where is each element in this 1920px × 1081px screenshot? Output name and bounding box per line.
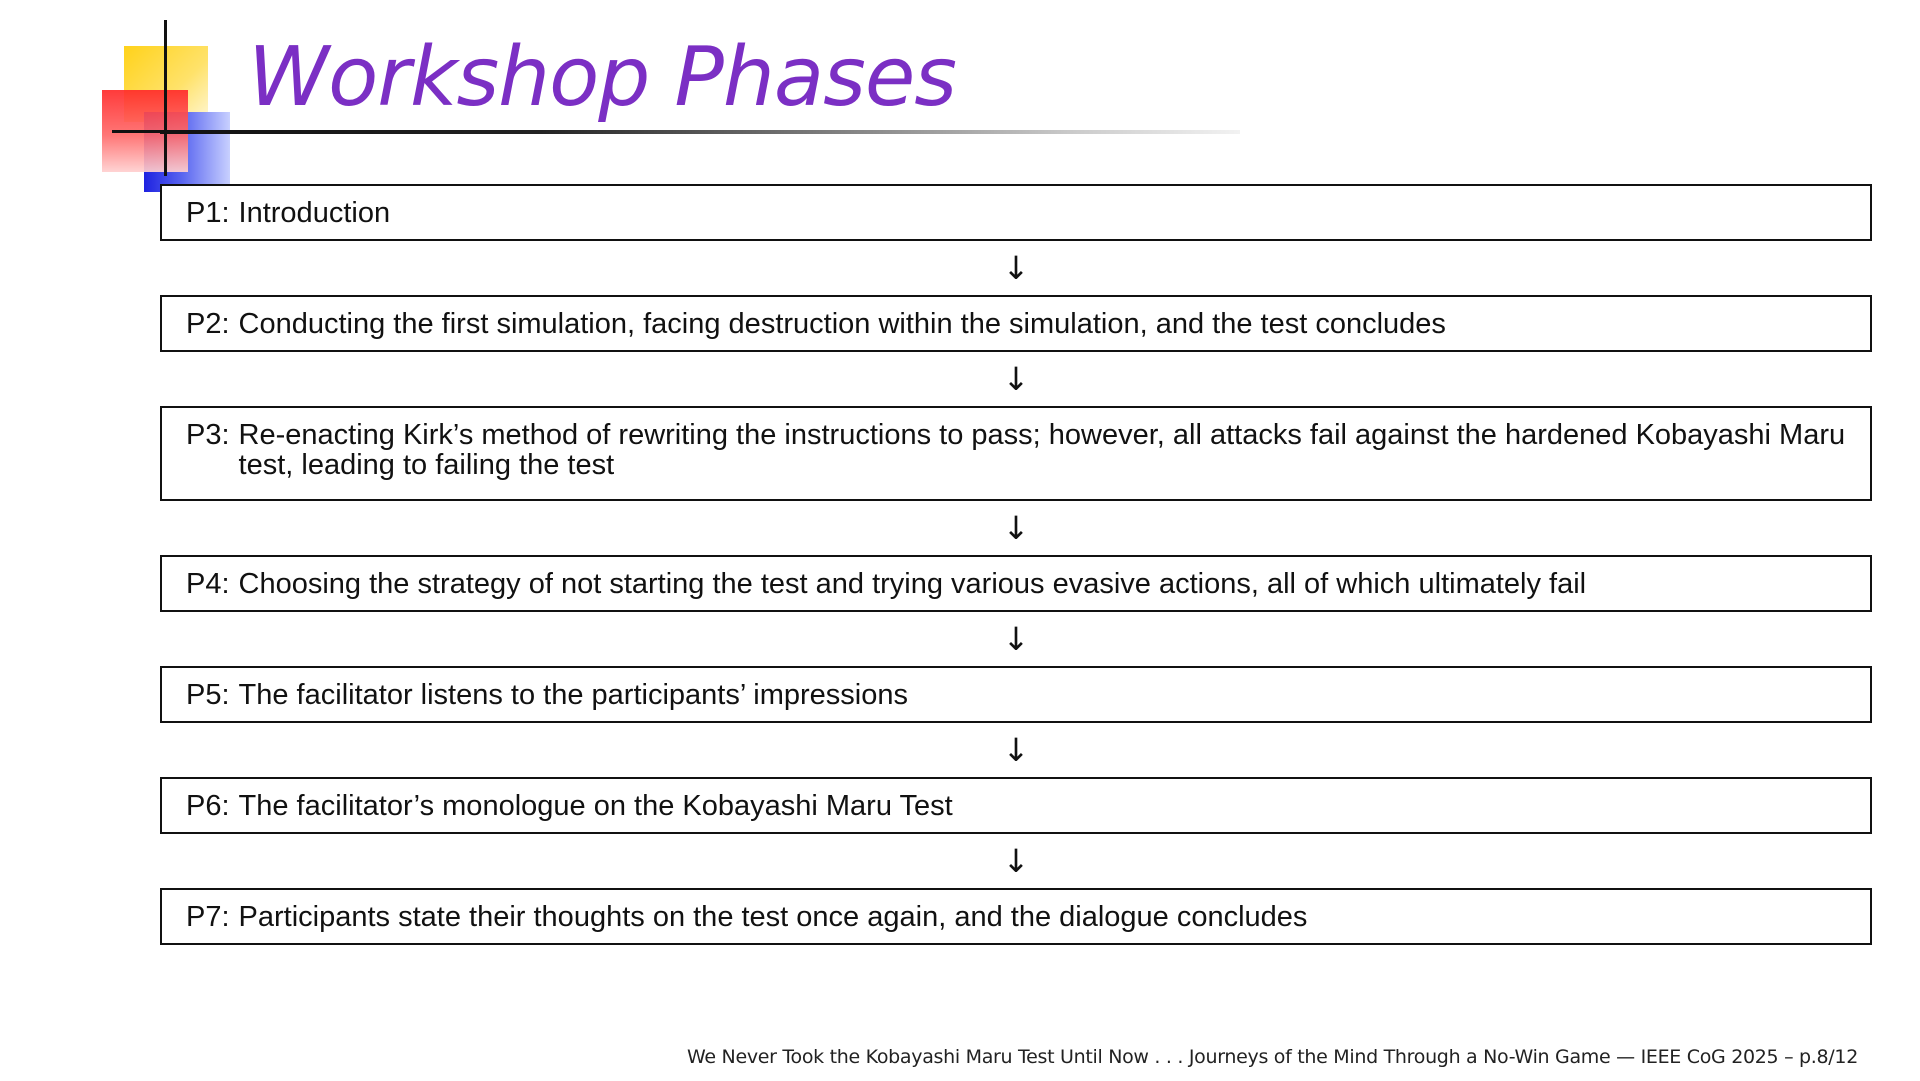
phase-flow: [160, 184, 1872, 945]
phase-text: The facilitator’s monologue on the Kobayashi Maru Test: [238, 789, 953, 822]
phase-text: Participants state their thoughts on the test once again, and the dialogue concludes: [238, 900, 1308, 933]
slide-footer: We Never Took the Kobayashi Maru Test Until Now . . . Journeys of the Mind Through a No-Win Game — IEEE CoG 2025 – p.8/12: [687, 1046, 1858, 1068]
title-underline: [160, 130, 1240, 134]
phase-text: Choosing the strategy of not starting the test and trying various evasive actions, all of which ultimately fail: [238, 567, 1587, 600]
slide-title: Workshop Phases: [248, 30, 956, 125]
down-arrow-icon: ↓: [1002, 360, 1030, 398]
phase-text: Re-enacting Kirk’s method of rewriting the instructions to pass; however, all attacks fail against the hardened Kobayashi Maru test, leading to failing the test: [238, 419, 1846, 481]
phase-box-p6: [160, 777, 1872, 834]
down-arrow-icon: ↓: [1002, 249, 1030, 287]
phase-text: Introduction: [238, 196, 391, 229]
down-arrow-icon: ↓: [1002, 509, 1030, 547]
phase-box-p3: [160, 406, 1872, 501]
phase-label: P2:: [186, 307, 230, 340]
phase-box-p2: [160, 295, 1872, 352]
phase-box-p5: [160, 666, 1872, 723]
phase-text: Conducting the first simulation, facing destruction within the simulation, and the test concludes: [238, 307, 1446, 340]
down-arrow-icon: ↓: [1002, 620, 1030, 658]
phase-label: P3:: [186, 419, 230, 451]
phase-box-p7: [160, 888, 1872, 945]
down-arrow-icon: ↓: [1002, 842, 1030, 880]
phase-text: The facilitator listens to the participants’ impressions: [238, 678, 908, 711]
phase-label: P5:: [186, 678, 230, 711]
phase-label: P6:: [186, 789, 230, 822]
phase-box-p4: [160, 555, 1872, 612]
logo-decoration: [100, 20, 240, 180]
phase-box-p1: [160, 184, 1872, 241]
phase-label: P7:: [186, 900, 230, 933]
logo-vertical-line: [164, 20, 167, 176]
phase-label: P1:: [186, 196, 230, 229]
phase-label: P4:: [186, 567, 230, 600]
down-arrow-icon: ↓: [1002, 731, 1030, 769]
